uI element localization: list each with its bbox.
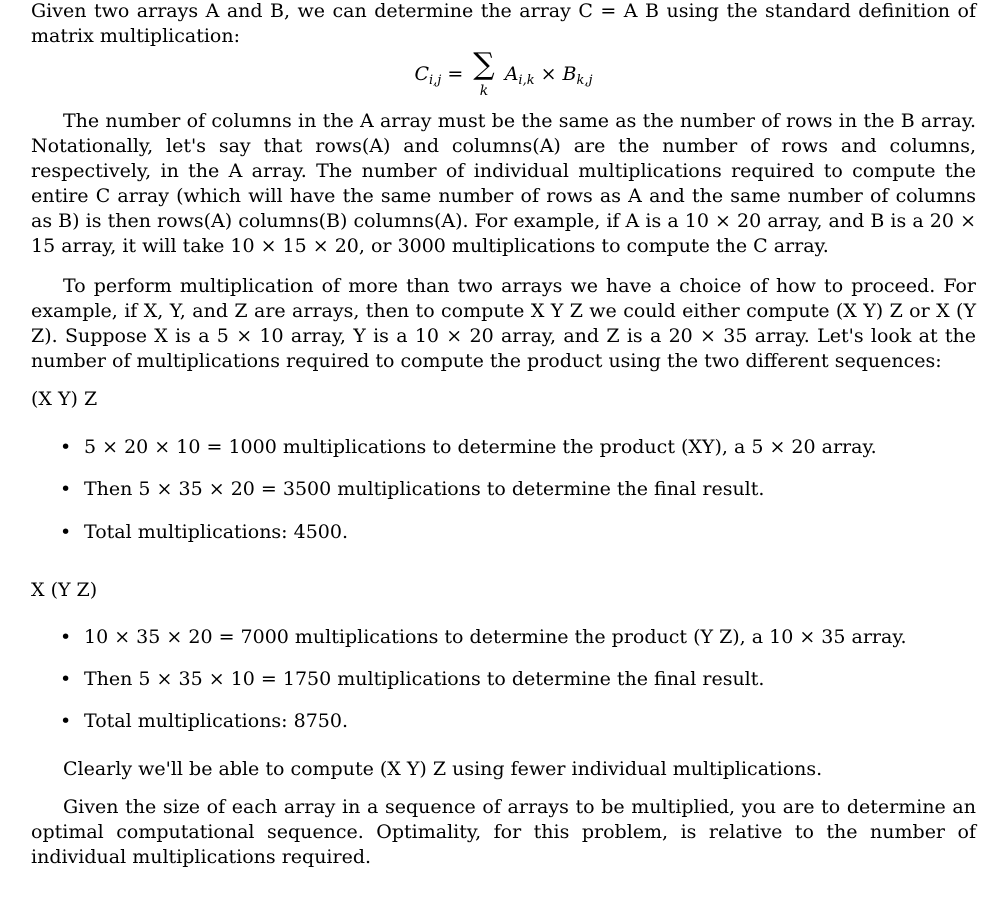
formula-sum <box>473 47 495 99</box>
formula-b-term: $B_{k,j}$ <box>562 62 593 88</box>
formula-lhs: $C_{i,j}$ <box>414 62 442 88</box>
list-item: • 10 × 35 × 20 = 7000 multiplications to determine the product (Y Z), a 10 × 35 array. <box>31 625 976 667</box>
sequence-2-heading: X (Y Z) <box>31 579 98 601</box>
list-item: • Then 5 × 35 × 20 = 3500 multiplications to determine the final result. <box>31 477 976 520</box>
sequence-1-list <box>31 435 976 545</box>
list-item: • Total multiplications: 8750. <box>31 709 976 734</box>
list-item: • Then 5 × 35 × 10 = 1750 multiplications to determine the final result. <box>31 667 976 709</box>
formula-times: × <box>540 62 557 85</box>
sigma-symbol: ∑ <box>473 47 495 82</box>
task-paragraph: Given the size of each array in a sequence of arrays to be multiplied, you are to determine an optimal computational sequence. Optimality, for this problem, is relative to the number of individual multiplications required. <box>31 796 976 868</box>
formula-a-term: $A_{i,k}$ <box>504 62 535 88</box>
list-item: • Total multiplications: 4500. <box>31 520 976 545</box>
sigma-index: k <box>479 83 489 99</box>
list-item: • 5 × 20 × 10 = 1000 multiplications to determine the product (XY), a 5 × 20 array. <box>31 435 976 477</box>
conclusion-paragraph: Clearly we'll be able to compute (X Y) Z using fewer individual multiplications. <box>63 758 823 780</box>
columns-rows-paragraph: The number of columns in the A array must be the same as the number of rows in the B array. Notationally, let's say that rows(A) and columns(A) are the number of rows and columns, respectively, in the A array. The number of individual multiplications required to compute the entire C array (which will have the same number of rows as A and the same number of columns as B) is then rows(A) columns(B) columns(A). For example, if A is a 10 × 20 array, and B is a 20 × 15 array, it will take 10 × 15 × 20, or 3000 multiplications to compute the C array. <box>31 110 976 257</box>
multiple-arrays-paragraph: To perform multiplication of more than two arrays we have a choice of how to proceed. For example, if X, Y, and Z are arrays, then to compute X Y Z we could either compute (X Y) Z or X (Y Z). Suppose X is a 5 × 10 array, Y is a 10 × 20 array, and Z is a 20 × 35 array. Let's look at the number of multiplications required to compute the product using the two different sequences: <box>31 275 976 372</box>
formula-equals: = <box>447 62 464 85</box>
sequence-1-heading: (X Y) Z <box>31 388 98 410</box>
sequence-2-list <box>31 625 976 734</box>
intro-paragraph: Given two arrays A and B, we can determine the array C = A B using the standard definition of matrix multiplication: <box>31 0 976 47</box>
